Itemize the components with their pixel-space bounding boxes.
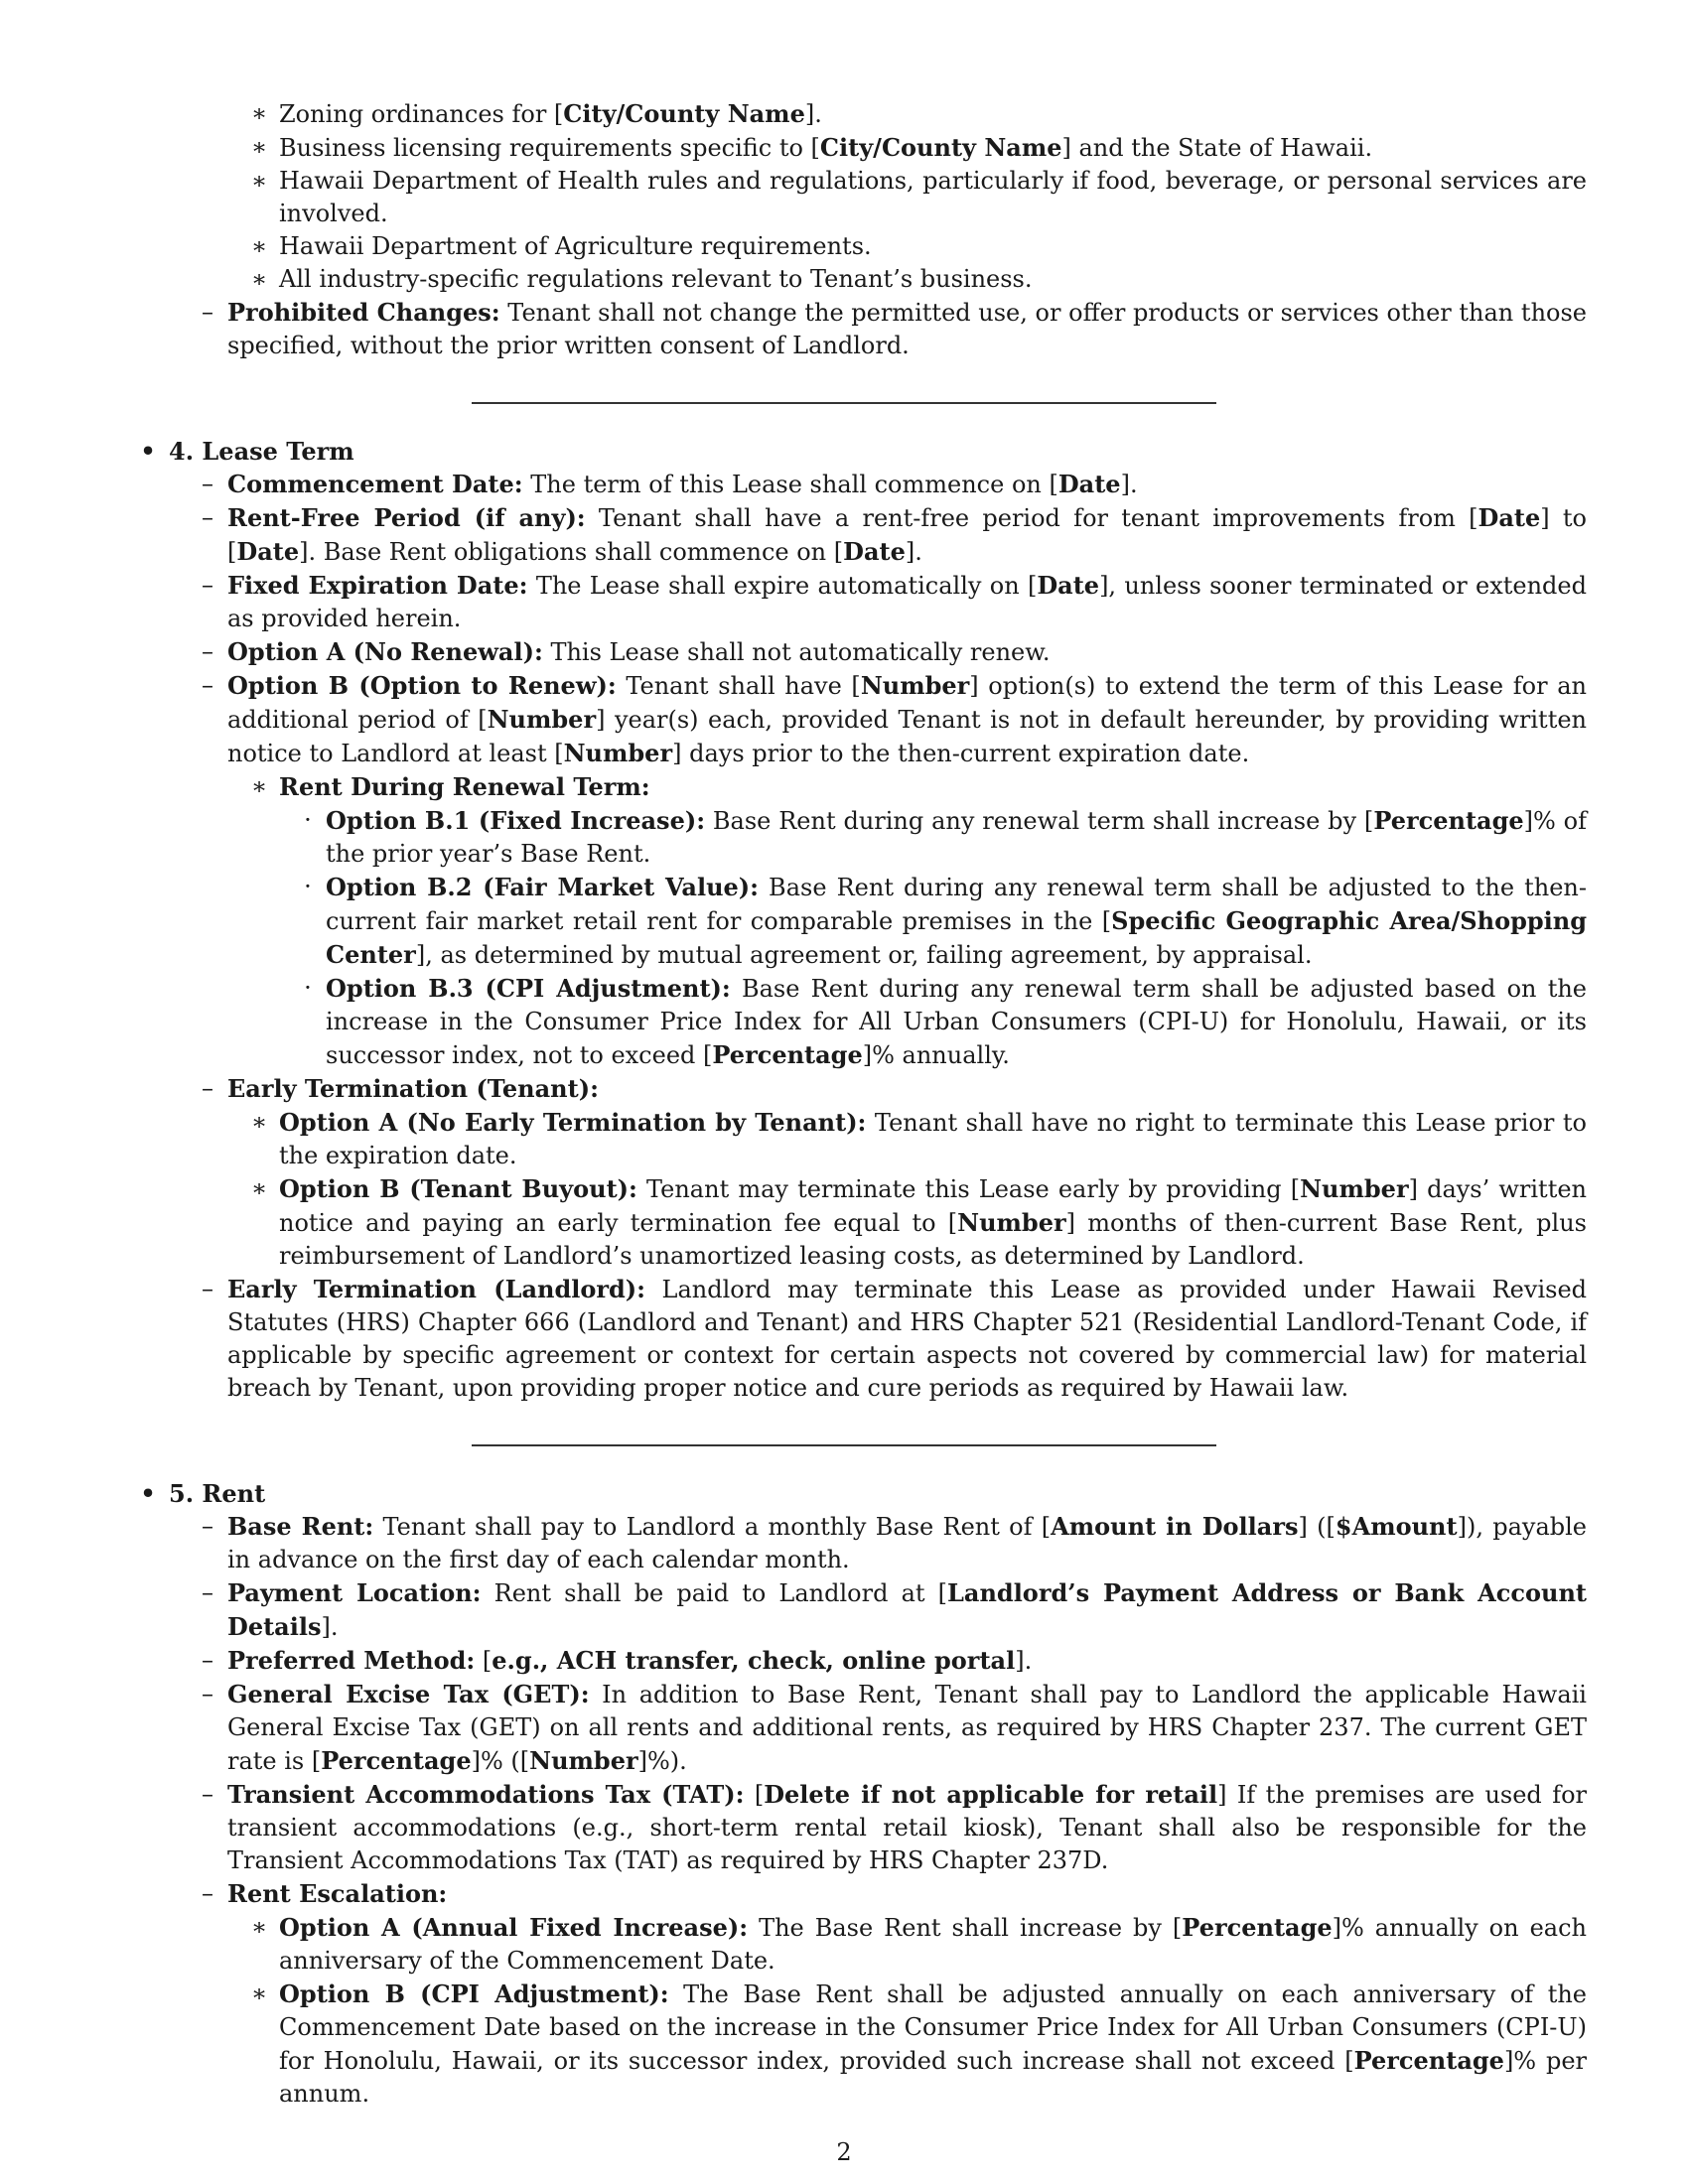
rent-escalation-heading: – Rent Escalation:: [202, 1879, 448, 1908]
document-body: [137, 97, 1587, 2111]
option-b3-cpi-adjustment: · Option B.3 (CPI Adjustment): Base Rent during any renewal term shall be adjusted based on the increase in the Consumer Price Index for All Urban Consumers (CPI-U) for Honolulu, Hawaii, or its successor index, not to exceed [Percentage]% annually.: [304, 974, 1587, 1069]
list-item: ∗ All industry-specific regulations relevant to Tenant’s business.: [250, 265, 1033, 293]
base-rent-clause: – Base Rent: Tenant shall pay to Landlord a monthly Base Rent of [Amount in Dollars] ([$Amount]), payable in advance on the first day of each calendar month.: [202, 1512, 1588, 1573]
preferred-method-clause: – Preferred Method: [e.g., ACH transfer, check, online portal].: [202, 1646, 1033, 1675]
option-b2-fair-market-value: · Option B.2 (Fair Market Value): Base Rent during any renewal term shall be adjusted to the then-current fair market retail rent for comparable premises in the [Specific Geographic Area/Shopping Center], as determined by mutual agreement or, failing agreement, by appraisal.: [304, 873, 1587, 969]
prohibited-changes-clause: – Prohibited Changes: Tenant shall not change the permitted use, or offer products or services other than those specified, without the prior written consent of Landlord.: [202, 298, 1587, 359]
option-a-no-early-termination: ∗ Option A (No Early Termination by Tenant): Tenant shall have no right to terminate this Lease prior to the expiration date.: [250, 1108, 1587, 1169]
option-a-no-renewal: – Option A (No Renewal): This Lease shall not automatically renew.: [202, 637, 1051, 666]
section-4-heading: • 4. Lease Term: [140, 437, 354, 466]
list-item: ∗ Hawaii Department of Health rules and regulations, particularly if food, beverage, or personal services are involved.: [250, 167, 1587, 227]
early-termination-landlord-clause: – Early Termination (Landlord): Landlord may terminate this Lease as provided under Hawaii Revised Statutes (HRS) Chapter 666 (Landlord and Tenant) and HRS Chapter 521 (Residential Landlord-Tenant Code, if applicable by specific agreement or context for certain aspects not covered by commercial law) for material breach by Tenant, upon providing proper notice and cure periods as required by Hawaii law.: [202, 1275, 1588, 1402]
section-divider: [472, 1444, 1216, 1446]
list-item: ∗ Zoning ordinances for [City/County Name].: [250, 99, 822, 128]
list-item: ∗ Business licensing requirements specific to [City/County Name] and the State of Hawaii.: [250, 133, 1373, 162]
section-5-heading: • 5. Rent: [140, 1479, 266, 1508]
rent-free-period-clause: – Rent-Free Period (if any): Tenant shall have a rent-free period for tenant improvements from [Date] to [Date]. Base Rent obligations shall commence on [Date].: [202, 503, 1587, 566]
page-number: 2: [836, 2138, 852, 2166]
option-b-renew: – Option B (Option to Renew): Tenant shall have [Number] option(s) to extend the term of this Lease for an additional period of [Number] year(s) each, provided Tenant is not in default hereunder, by providing written notice to Landlord at least [Number] days prior to the then-current expiration date.: [202, 671, 1588, 767]
general-excise-tax-clause: – General Excise Tax (GET): In addition to Base Rent, Tenant shall pay to Landlord the applicable Hawaii General Excise Tax (GET) on all rents and additional rents, as required by HRS Chapter 237. The current GET rate is [Percentage]% ([Number]%).: [202, 1680, 1587, 1775]
payment-location-clause: – Payment Location: Rent shall be paid to Landlord at [Landlord’s Payment Address or Bank Account Details].: [202, 1578, 1587, 1641]
section-divider: [472, 402, 1216, 404]
option-a-annual-fixed-increase: ∗ Option A (Annual Fixed Increase): The Base Rent shall increase by [Percentage]% annually on each anniversary of the Commencement Date.: [250, 1913, 1587, 1975]
option-b1-fixed-increase: · Option B.1 (Fixed Increase): Base Rent during any renewal term shall increase by [Percentage]% of the prior year’s Base Rent.: [304, 806, 1588, 868]
transient-accommodations-tax-clause: – Transient Accommodations Tax (TAT): [Delete if not applicable for retail] If the premises are used for transient accommodations (e.g., short-term rental retail kiosk), Tenant shall also be responsible for the Transient Accommodations Tax (TAT) as required by HRS Chapter 237D.: [202, 1780, 1588, 1874]
early-termination-tenant-heading: – Early Termination (Tenant):: [202, 1074, 599, 1103]
commencement-date-clause: – Commencement Date: The term of this Lease shall commence on [Date].: [202, 470, 1138, 498]
list-item: ∗ Hawaii Department of Agriculture requirements.: [250, 232, 872, 260]
expiration-date-clause: – Fixed Expiration Date: The Lease shall expire automatically on [Date], unless sooner terminated or extended as provided herein.: [202, 571, 1587, 632]
option-b-tenant-buyout: ∗ Option B (Tenant Buyout): Tenant may terminate this Lease early by providing [Number] days’ written notice and paying an early termination fee equal to [Number] months of then-current Base Rent, plus reimbursement of Landlord’s unamortized leasing costs, as determined by Landlord.: [250, 1174, 1588, 1270]
option-b-cpi-adjustment: ∗ Option B (CPI Adjustment): The Base Rent shall be adjusted annually on each anniversary of the Commencement Date based on the increase in the Consumer Price Index for All Urban Consumers (CPI-U) for Honolulu, Hawaii, or its successor index, provided such increase shall not exceed [Percentage]% per annum.: [250, 1979, 1588, 2108]
renewal-rent-heading: ∗ Rent During Renewal Term:: [250, 772, 650, 801]
